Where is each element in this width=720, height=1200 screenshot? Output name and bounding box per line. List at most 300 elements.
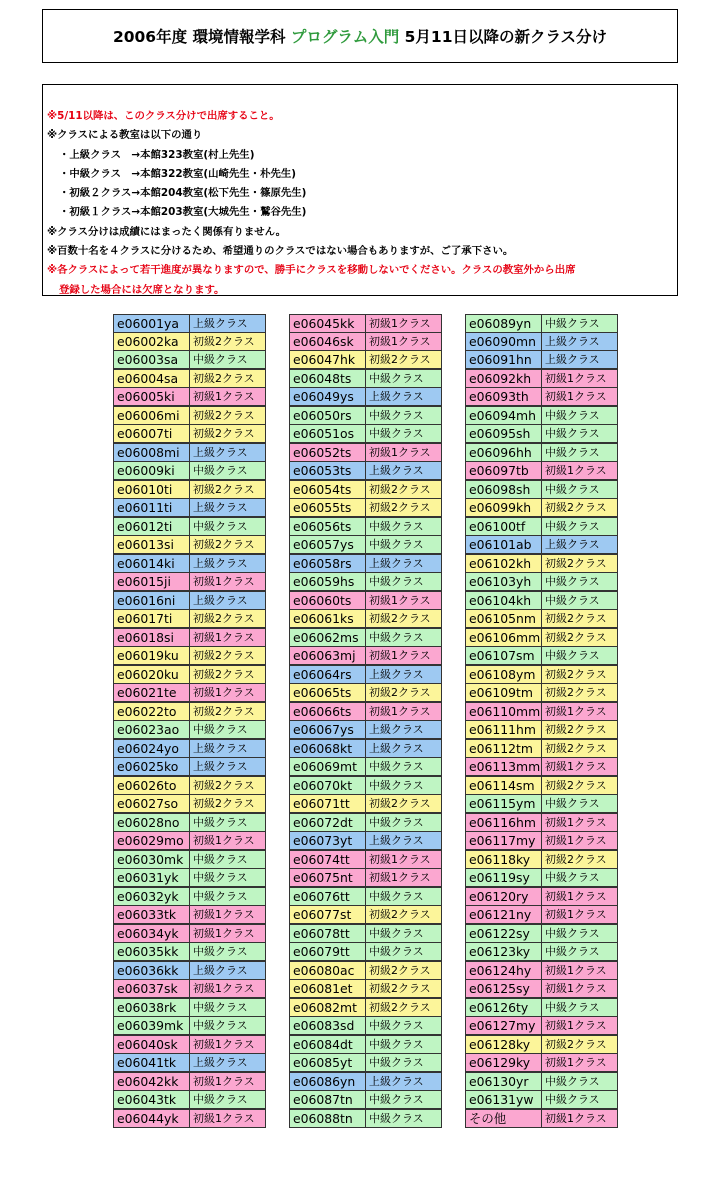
class-cell: 初級1クラス — [365, 591, 442, 610]
class-cell: 上級クラス — [365, 1072, 442, 1091]
class-cell: 中級クラス — [365, 887, 442, 906]
class-cell: 初級2クラス — [541, 776, 618, 795]
table-row — [465, 777, 619, 796]
notice-line: ・上級クラス →本館323教室(村上先生) — [59, 148, 255, 161]
student-id-cell: e06119sy — [465, 868, 542, 887]
student-id-cell: e06073yt — [289, 831, 366, 850]
notice-line: ※百数十名を４クラスに分けるため、希望通りのクラスではない場合もありますが、ご了承下さい。 — [47, 245, 514, 258]
table-row — [465, 592, 619, 611]
class-cell: 初級1クラス — [189, 387, 266, 406]
table-row — [113, 943, 267, 962]
class-cell: 初級2クラス — [541, 554, 618, 573]
class-cell: 初級1クラス — [189, 924, 266, 943]
notice-line: ※各クラスによって若干進度が異なりますので、勝手にクラスを移動しないでください。クラスの教室外から出席 — [47, 264, 576, 277]
student-id-cell: e06054ts — [289, 480, 366, 499]
table-row — [465, 647, 619, 666]
class-cell: 中級クラス — [365, 1090, 442, 1109]
student-id-cell: e06092kh — [465, 369, 542, 388]
table-row — [465, 980, 619, 999]
student-id-cell: e06064rs — [289, 665, 366, 684]
table-row — [289, 629, 443, 648]
table-row — [289, 666, 443, 685]
class-cell: 中級クラス — [541, 480, 618, 499]
student-id-cell: e06124hy — [465, 961, 542, 980]
student-id-cell: e06130yr — [465, 1072, 542, 1091]
student-id-cell: その他 — [465, 1109, 542, 1128]
table-row — [289, 721, 443, 740]
table-row — [289, 758, 443, 777]
student-id-cell: e06013si — [113, 535, 190, 554]
table-row — [465, 962, 619, 981]
notice-line: ・初級１クラス→本館203教室(大城先生・鷲谷先生) — [59, 206, 307, 219]
class-cell: 初級1クラス — [365, 850, 442, 869]
student-id-cell: e06063mj — [289, 646, 366, 665]
student-id-cell: e06059hs — [289, 572, 366, 591]
student-id-cell: e06070kt — [289, 776, 366, 795]
class-cell: 中級クラス — [541, 942, 618, 961]
table-row — [465, 481, 619, 500]
class-cell: 初級2クラス — [541, 665, 618, 684]
table-row — [465, 536, 619, 555]
class-cell: 中級クラス — [541, 1072, 618, 1091]
class-cell: 中級クラス — [365, 1035, 442, 1054]
class-cell: 中級クラス — [189, 942, 266, 961]
table-row — [113, 481, 267, 500]
table-row — [289, 925, 443, 944]
class-cell: 中級クラス — [189, 720, 266, 739]
class-cell: 初級2クラス — [541, 720, 618, 739]
student-id-cell: e06077st — [289, 905, 366, 924]
table-row — [289, 536, 443, 555]
student-id-cell: e06100tf — [465, 517, 542, 536]
class-cell: 初級2クラス — [189, 480, 266, 499]
class-cell: 初級1クラス — [365, 314, 442, 333]
class-cell: 上級クラス — [365, 387, 442, 406]
student-id-cell: e06022to — [113, 702, 190, 721]
student-id-cell: e06052ts — [289, 443, 366, 462]
table-row — [465, 740, 619, 759]
class-cell: 初級2クラス — [541, 850, 618, 869]
class-cell: 上級クラス — [189, 1053, 266, 1072]
class-cell: 中級クラス — [189, 850, 266, 869]
student-id-cell: e06102kh — [465, 554, 542, 573]
student-id-cell: e06085yt — [289, 1053, 366, 1072]
class-cell: 中級クラス — [541, 868, 618, 887]
student-id-cell: e06097tb — [465, 461, 542, 480]
student-id-cell: e06112tm — [465, 739, 542, 758]
class-cell: 初級2クラス — [189, 776, 266, 795]
student-id-cell: e06088tn — [289, 1109, 366, 1128]
student-id-cell: e06062ms — [289, 628, 366, 647]
class-cell: 初級2クラス — [365, 905, 442, 924]
table-row — [113, 462, 267, 481]
class-cell: 中級クラス — [365, 406, 442, 425]
table-row — [465, 370, 619, 389]
student-id-cell: e06025ko — [113, 757, 190, 776]
student-id-cell: e06086yn — [289, 1072, 366, 1091]
class-cell: 初級2クラス — [365, 350, 442, 369]
student-id-cell: e06021te — [113, 683, 190, 702]
class-cell: 中級クラス — [541, 794, 618, 813]
table-row — [289, 444, 443, 463]
table-row — [465, 758, 619, 777]
table-row — [465, 832, 619, 851]
class-cell: 中級クラス — [541, 572, 618, 591]
class-cell: 初級2クラス — [189, 609, 266, 628]
student-id-cell: e06010ti — [113, 480, 190, 499]
class-cell: 初級2クラス — [365, 480, 442, 499]
table-row — [289, 555, 443, 574]
class-cell: 中級クラス — [365, 1053, 442, 1072]
table-row — [289, 610, 443, 629]
class-cell: 初級2クラス — [365, 498, 442, 517]
class-cell: 上級クラス — [365, 720, 442, 739]
student-id-cell: e06098sh — [465, 480, 542, 499]
class-cell: 中級クラス — [365, 776, 442, 795]
class-cell: 中級クラス — [541, 517, 618, 536]
class-cell: 初級1クラス — [541, 905, 618, 924]
class-cell: 初級2クラス — [365, 961, 442, 980]
class-cell: 上級クラス — [365, 665, 442, 684]
class-cell: 初級1クラス — [541, 979, 618, 998]
class-table-column-1 — [113, 314, 267, 1128]
student-id-cell: e06034yk — [113, 924, 190, 943]
student-id-cell: e06032yk — [113, 887, 190, 906]
class-cell: 初級1クラス — [541, 1016, 618, 1035]
table-row — [113, 1073, 267, 1092]
student-id-cell: e06091hn — [465, 350, 542, 369]
student-id-cell: e06006mi — [113, 406, 190, 425]
student-id-cell: e06099kh — [465, 498, 542, 517]
table-row — [465, 1073, 619, 1092]
table-row — [113, 777, 267, 796]
student-id-cell: e06028no — [113, 813, 190, 832]
class-cell: 中級クラス — [365, 535, 442, 554]
class-cell: 初級2クラス — [365, 609, 442, 628]
class-cell: 中級クラス — [189, 350, 266, 369]
title-course-name: プログラム入門 — [290, 28, 400, 46]
table-row — [113, 629, 267, 648]
class-cell: 中級クラス — [541, 314, 618, 333]
class-cell: 初級1クラス — [189, 572, 266, 591]
class-cell: 中級クラス — [541, 1090, 618, 1109]
table-row — [113, 684, 267, 703]
table-row — [465, 684, 619, 703]
class-cell: 上級クラス — [365, 554, 442, 573]
class-cell: 上級クラス — [541, 332, 618, 351]
class-cell: 初級1クラス — [189, 628, 266, 647]
class-cell: 初級1クラス — [541, 1053, 618, 1072]
table-row — [113, 980, 267, 999]
table-row — [113, 610, 267, 629]
notice-line: ・初級２クラス→本館204教室(松下先生・篠原先生) — [59, 187, 307, 200]
table-row — [289, 703, 443, 722]
student-id-cell: e06065ts — [289, 683, 366, 702]
student-id-cell: e06122sy — [465, 924, 542, 943]
class-cell: 初級1クラス — [541, 757, 618, 776]
class-cell: 中級クラス — [541, 406, 618, 425]
class-cell: 初級1クラス — [541, 387, 618, 406]
student-id-cell: e06126ty — [465, 998, 542, 1017]
class-cell: 中級クラス — [365, 369, 442, 388]
class-cell: 中級クラス — [365, 572, 442, 591]
table-row — [289, 314, 443, 333]
class-cell: 初級2クラス — [189, 794, 266, 813]
class-cell: 中級クラス — [189, 998, 266, 1017]
table-row — [465, 999, 619, 1018]
table-row — [289, 333, 443, 352]
class-cell: 初級1クラス — [541, 702, 618, 721]
class-cell: 上級クラス — [541, 535, 618, 554]
table-row — [289, 740, 443, 759]
table-row — [289, 851, 443, 870]
table-row — [289, 814, 443, 833]
table-row — [113, 906, 267, 925]
student-id-cell: e06125sy — [465, 979, 542, 998]
class-cell: 初級1クラス — [541, 831, 618, 850]
class-cell: 初級1クラス — [541, 961, 618, 980]
student-id-cell: e06038rk — [113, 998, 190, 1017]
class-cell: 初級1クラス — [541, 461, 618, 480]
table-row — [289, 1073, 443, 1092]
page-title — [42, 9, 678, 63]
table-row — [289, 1110, 443, 1129]
table-row — [465, 814, 619, 833]
student-id-cell: e06094mh — [465, 406, 542, 425]
student-id-cell: e06058rs — [289, 554, 366, 573]
class-cell: 中級クラス — [189, 517, 266, 536]
table-row — [465, 943, 619, 962]
table-row — [113, 499, 267, 518]
student-id-cell: e06051os — [289, 424, 366, 443]
table-row — [289, 351, 443, 370]
student-id-cell: e06014ki — [113, 554, 190, 573]
student-id-cell: e06129ky — [465, 1053, 542, 1072]
student-id-cell: e06040sk — [113, 1035, 190, 1054]
class-cell: 初級1クラス — [541, 887, 618, 906]
class-cell: 初級2クラス — [541, 739, 618, 758]
student-id-cell: e06005ki — [113, 387, 190, 406]
class-cell: 初級1クラス — [189, 1035, 266, 1054]
class-cell: 初級2クラス — [189, 369, 266, 388]
notice-box — [42, 84, 678, 296]
student-id-cell: e06067ys — [289, 720, 366, 739]
notice-line: 登録した場合には欠席となります。 — [59, 283, 225, 296]
student-id-cell: e06107sm — [465, 646, 542, 665]
student-id-cell: e06108ym — [465, 665, 542, 684]
class-cell: 初級1クラス — [189, 1109, 266, 1128]
table-row — [465, 462, 619, 481]
student-id-cell: e06045kk — [289, 314, 366, 333]
student-id-cell: e06004sa — [113, 369, 190, 388]
table-row — [465, 425, 619, 444]
student-id-cell: e06011ti — [113, 498, 190, 517]
class-cell: 中級クラス — [365, 1109, 442, 1128]
table-row — [465, 666, 619, 685]
class-cell: 初級2クラス — [365, 998, 442, 1017]
table-row — [113, 1110, 267, 1129]
notice-line: ・中級クラス →本館322教室(山崎先生・朴先生) — [59, 167, 297, 180]
student-id-cell: e06020ku — [113, 665, 190, 684]
class-cell: 初級1クラス — [189, 683, 266, 702]
table-row — [113, 536, 267, 555]
student-id-cell: e06103yh — [465, 572, 542, 591]
table-row — [113, 444, 267, 463]
table-row — [289, 832, 443, 851]
class-cell: 上級クラス — [541, 350, 618, 369]
table-row — [289, 999, 443, 1018]
table-row — [465, 351, 619, 370]
class-cell: 中級クラス — [365, 813, 442, 832]
student-id-cell: e06039mk — [113, 1016, 190, 1035]
table-row — [113, 888, 267, 907]
class-cell: 中級クラス — [541, 443, 618, 462]
class-cell: 初級2クラス — [365, 683, 442, 702]
table-row — [113, 555, 267, 574]
student-id-cell: e06023ao — [113, 720, 190, 739]
table-row — [465, 869, 619, 888]
class-table-column-2 — [289, 314, 443, 1128]
class-cell: 中級クラス — [365, 924, 442, 943]
class-cell: 初級1クラス — [365, 443, 442, 462]
student-id-cell: e06037sk — [113, 979, 190, 998]
table-row — [465, 573, 619, 592]
table-row — [465, 851, 619, 870]
class-cell: 中級クラス — [189, 1090, 266, 1109]
student-id-cell: e06081et — [289, 979, 366, 998]
student-id-cell: e06046sk — [289, 332, 366, 351]
class-cell: 初級1クラス — [365, 868, 442, 887]
class-cell: 上級クラス — [365, 739, 442, 758]
class-cell: 初級2クラス — [189, 406, 266, 425]
table-row — [113, 832, 267, 851]
notice-line: ※クラスによる教室は以下の通り — [47, 129, 203, 142]
student-id-cell: e06024yo — [113, 739, 190, 758]
student-id-cell: e06082mt — [289, 998, 366, 1017]
student-id-cell: e06072dt — [289, 813, 366, 832]
class-cell: 初級1クラス — [541, 813, 618, 832]
table-row — [465, 499, 619, 518]
table-row — [465, 795, 619, 814]
student-id-cell: e06047hk — [289, 350, 366, 369]
class-cell: 初級1クラス — [541, 1109, 618, 1128]
class-cell: 初級1クラス — [189, 831, 266, 850]
student-id-cell: e06019ku — [113, 646, 190, 665]
table-row — [113, 1036, 267, 1055]
student-id-cell: e06069mt — [289, 757, 366, 776]
class-cell: 初級2クラス — [541, 628, 618, 647]
table-row — [113, 425, 267, 444]
table-row — [465, 1110, 619, 1129]
student-id-cell: e06101ab — [465, 535, 542, 554]
table-row — [465, 1054, 619, 1073]
student-id-cell: e06016ni — [113, 591, 190, 610]
table-row — [289, 888, 443, 907]
student-id-cell: e06018si — [113, 628, 190, 647]
table-row — [465, 333, 619, 352]
table-row — [113, 647, 267, 666]
class-cell: 上級クラス — [189, 314, 266, 333]
class-cell: 初級2クラス — [365, 794, 442, 813]
table-row — [113, 314, 267, 333]
student-id-cell: e06127my — [465, 1016, 542, 1035]
table-row — [289, 684, 443, 703]
table-row — [113, 999, 267, 1018]
table-row — [289, 1091, 443, 1110]
table-row — [113, 1091, 267, 1110]
table-row — [113, 962, 267, 981]
student-id-cell: e06068kt — [289, 739, 366, 758]
student-id-cell: e06106mm — [465, 628, 542, 647]
student-id-cell: e06080ac — [289, 961, 366, 980]
class-cell: 中級クラス — [365, 628, 442, 647]
student-id-cell: e06128ky — [465, 1035, 542, 1054]
class-cell: 中級クラス — [189, 813, 266, 832]
table-row — [465, 444, 619, 463]
table-row — [465, 906, 619, 925]
table-row — [289, 777, 443, 796]
class-cell: 中級クラス — [189, 1016, 266, 1035]
class-cell: 上級クラス — [189, 443, 266, 462]
student-id-cell: e06074tt — [289, 850, 366, 869]
student-id-cell: e06060ts — [289, 591, 366, 610]
student-id-cell: e06027so — [113, 794, 190, 813]
table-row — [289, 980, 443, 999]
table-row — [465, 721, 619, 740]
student-id-cell: e06061ks — [289, 609, 366, 628]
student-id-cell: e06041tk — [113, 1053, 190, 1072]
student-id-cell: e06117my — [465, 831, 542, 850]
class-cell: 中級クラス — [541, 646, 618, 665]
class-cell: 初級1クラス — [365, 332, 442, 351]
student-id-cell: e06111hm — [465, 720, 542, 739]
student-id-cell: e06075nt — [289, 868, 366, 887]
student-id-cell: e06003sa — [113, 350, 190, 369]
student-id-cell: e06055ts — [289, 498, 366, 517]
student-id-cell: e06078tt — [289, 924, 366, 943]
class-cell: 中級クラス — [189, 887, 266, 906]
student-id-cell: e06109tm — [465, 683, 542, 702]
table-row — [289, 592, 443, 611]
table-row — [289, 869, 443, 888]
student-id-cell: e06090mn — [465, 332, 542, 351]
class-cell: 初級1クラス — [365, 702, 442, 721]
student-id-cell: e06095sh — [465, 424, 542, 443]
student-id-cell: e06044yk — [113, 1109, 190, 1128]
table-row — [465, 555, 619, 574]
class-cell: 初級1クラス — [365, 646, 442, 665]
table-row — [289, 1054, 443, 1073]
class-cell: 中級クラス — [541, 924, 618, 943]
table-row — [289, 407, 443, 426]
class-cell: 中級クラス — [365, 942, 442, 961]
table-row — [289, 1036, 443, 1055]
student-id-cell: e06033tk — [113, 905, 190, 924]
notice-line: ※クラス分けは成績にはまったく関係有りません。 — [47, 225, 287, 238]
class-cell: 上級クラス — [365, 831, 442, 850]
student-id-cell: e06029mo — [113, 831, 190, 850]
class-cell: 上級クラス — [189, 591, 266, 610]
class-cell: 初級2クラス — [189, 424, 266, 443]
table-row — [113, 869, 267, 888]
student-id-cell: e06017ti — [113, 609, 190, 628]
class-cell: 中級クラス — [189, 868, 266, 887]
student-id-cell: e06043tk — [113, 1090, 190, 1109]
class-cell: 初級1クラス — [189, 979, 266, 998]
student-id-cell: e06015ji — [113, 572, 190, 591]
table-row — [289, 518, 443, 537]
table-row — [113, 592, 267, 611]
